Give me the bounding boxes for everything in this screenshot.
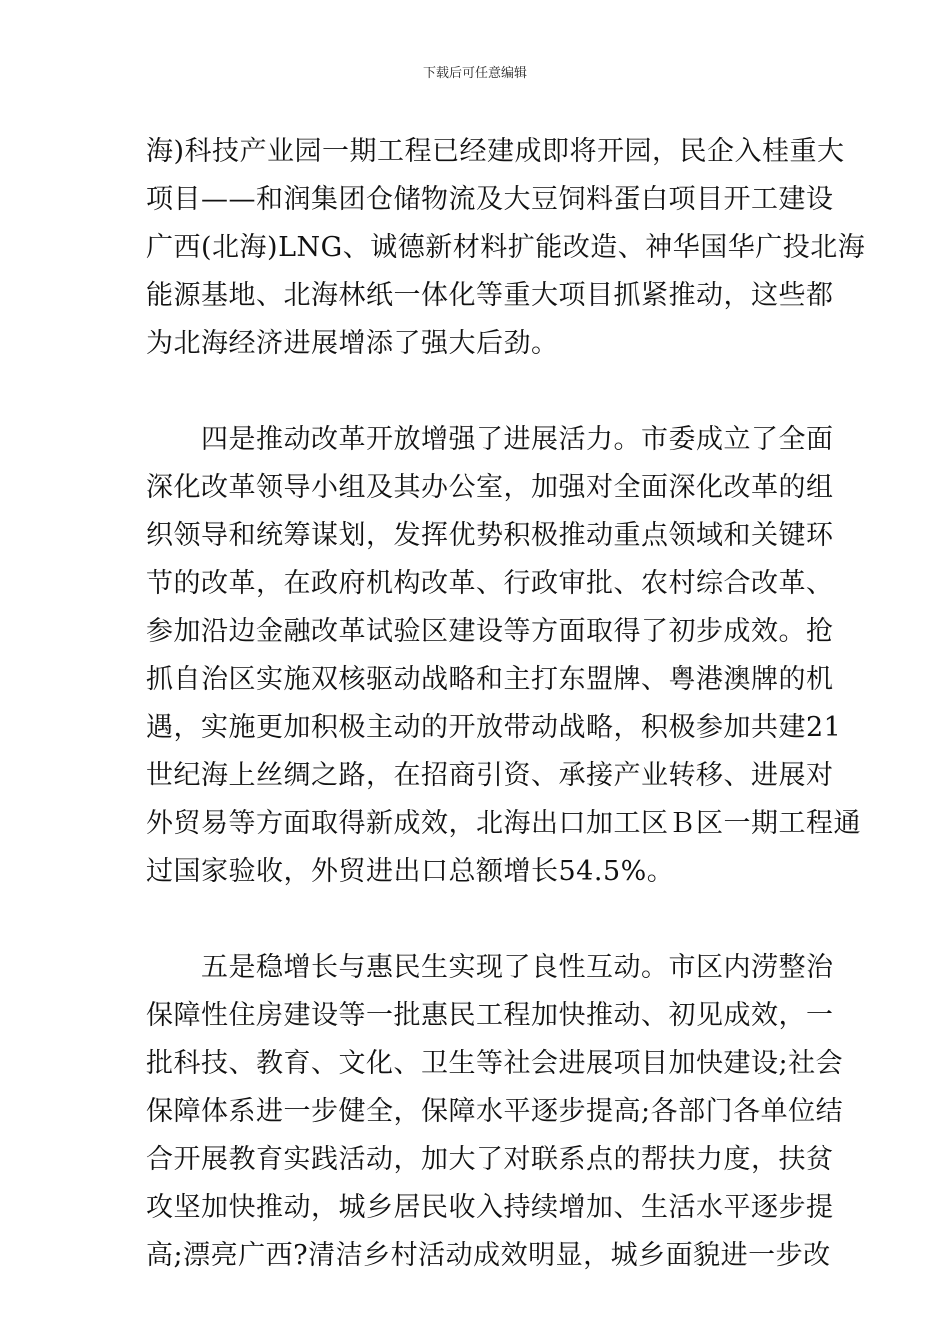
paragraph-3 bbox=[146, 944, 844, 1280]
text-line: 遇，实施更加积极主动的开放带动战略，积极参加共建21 bbox=[146, 712, 842, 743]
text-line: 织领导和统筹谋划，发挥优势积极推动重点领域和关键环 bbox=[146, 520, 834, 551]
paragraph-1 bbox=[146, 128, 866, 368]
text-line: 五是稳增长与惠民生实现了良性互动。市区内涝整治 bbox=[146, 952, 834, 983]
text-line: 四是推动改革开放增强了进展活力。市委成立了全面 bbox=[146, 424, 834, 455]
text-line: 保障体系进一步健全，保障水平逐步提高;各部门各单位结 bbox=[146, 1096, 844, 1127]
text-line: 海)科技产业园一期工程已经建成即将开园，民企入桂重大 bbox=[146, 136, 845, 167]
text-line: 外贸易等方面取得新成效，北海出口加工区Ｂ区一期工程通 bbox=[146, 808, 861, 839]
paragraph-spacer bbox=[146, 896, 810, 944]
text-line: 深化改革领导小组及其办公室，加强对全面深化改革的组 bbox=[146, 472, 834, 503]
paragraph-2 bbox=[146, 416, 861, 896]
text-line: 参加沿边金融改革试验区建设等方面取得了初步成效。抢 bbox=[146, 616, 834, 647]
text-line: 能源基地、北海林纸一体化等重大项目抓紧推动，这些都 bbox=[146, 280, 834, 311]
text-line: 项目——和润集团仓储物流及大豆饲料蛋白项目开工建设 bbox=[146, 184, 834, 215]
page-header: 下载后可任意编辑 bbox=[422, 66, 527, 81]
document-body bbox=[146, 128, 866, 1280]
text-line: 抓自治区实施双核驱动战略和主打东盟牌、粤港澳牌的机 bbox=[146, 664, 834, 695]
text-line: 攻坚加快推动，城乡居民收入持续增加、生活水平逐步提 bbox=[146, 1192, 834, 1223]
text-line: 高;漂亮广西?清洁乡村活动成效明显，城乡面貌进一步改 bbox=[146, 1240, 831, 1271]
text-line: 过国家验收，外贸进出口总额增长54.5%。 bbox=[146, 856, 675, 887]
text-line: 广西(北海)LNG、诚德新材料扩能改造、神华国华广投北海 bbox=[146, 232, 866, 263]
paragraph-spacer bbox=[146, 368, 810, 416]
text-line: 世纪海上丝绸之路，在招商引资、承接产业转移、进展对 bbox=[146, 760, 834, 791]
text-line: 节的改革，在政府机构改革、行政审批、农村综合改革、 bbox=[146, 568, 834, 599]
text-line: 保障性住房建设等一批惠民工程加快推动、初见成效，一 bbox=[146, 1000, 834, 1031]
text-line: 为北海经济进展增添了强大后劲。 bbox=[146, 328, 559, 359]
text-line: 合开展教育实践活动，加大了对联系点的帮扶力度，扶贫 bbox=[146, 1144, 834, 1175]
text-line: 批科技、教育、文化、卫生等社会进展项目加快建设;社会 bbox=[146, 1048, 844, 1079]
